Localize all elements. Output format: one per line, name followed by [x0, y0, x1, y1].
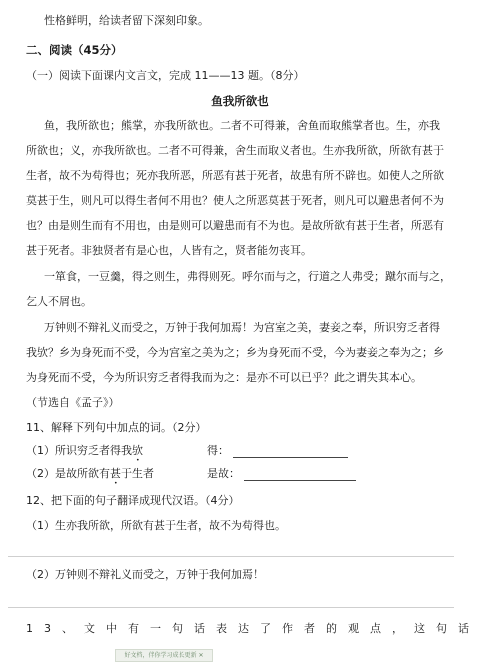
q12-stem: 12、把下面的句子翻译成现代汉语。（4分）: [26, 494, 240, 507]
passage-line: 生者，故不为苟得也；死亦我所恶，所恶有甚于死者，故患有所不辟也。如使人之所欲: [26, 169, 444, 182]
q13-stem: 13、文中有一句话表达了作者的观点，这句话: [26, 622, 480, 635]
answer-line: [8, 556, 454, 557]
passage-line: 我欤？乡为身死而不受，今为宫室之美为之；乡为身死而不受，今为妻妾之奉为之；乡: [26, 346, 444, 359]
q12-item-1: （1）生亦我所欲，所欲有甚于生者，故不为苟得也。: [26, 519, 286, 532]
passage-line: 也？由是则生而有不用也，由是则可以避患而有不为也。是故所欲有甚于生者，所恶有: [26, 219, 444, 232]
source-citation: （节选自《孟子》）: [26, 396, 120, 409]
q12-item-2: （2）万钟则不辩礼义而受之，万钟于我何加焉！: [26, 568, 264, 581]
q11-item-1: [26, 444, 143, 464]
watermark-banner: 好文档，伴你学习成长更新 ✕: [115, 649, 213, 662]
section-heading: 二、阅读（45分）: [26, 43, 123, 57]
q11-item-1-word: 得：: [207, 444, 229, 457]
part-heading: （一）阅读下面课内文言文，完成 11——13 题。（8分）: [26, 69, 305, 82]
q11-item-2-text: （2）是故所欲有: [26, 467, 110, 480]
passage-line: 为身死而不受，今为所识穷乏者得我而为之：是亦不可以已乎？此之谓失其本心。: [26, 371, 422, 384]
q11-item-2-dotted-word: 甚: [110, 467, 121, 480]
top-line: 性格鲜明，给读者留下深刻印象。: [44, 14, 209, 27]
passage-line: 甚于死者。非独贤者有是心也，人皆有之，贤者能勿丧耳。: [26, 244, 312, 257]
q11-stem: 11、解释下列句中加点的词。（2分）: [26, 421, 207, 434]
answer-blank[interactable]: [244, 469, 356, 481]
q11-item-2-text-end: 于生者: [121, 467, 154, 480]
answer-line: [8, 607, 454, 608]
passage-title: 鱼我所欲也: [211, 94, 269, 108]
q11-item-2-answer: [207, 467, 356, 481]
passage-line: 万钟则不辩礼义而受之，万钟于我何加焉！为宫室之美，妻妾之奉，所识穷乏者得: [44, 321, 440, 334]
passage-line: 莫甚于生，则凡可以得生者何不用也？使人之所恶莫甚于死者，则凡可以避患者何不为: [26, 194, 444, 207]
q11-item-1-dotted-word: 欤: [132, 444, 143, 457]
q11-item-2: [26, 467, 154, 487]
passage-line: 所欲也；义，亦我所欲也。二者不可得兼，舍生而取义者也。生亦我所欲，所欲有甚于: [26, 144, 444, 157]
passage-line: 一箪食，一豆羹，得之则生，弗得则死。呼尔而与之，行道之人弗受；蹴尔而与之，: [44, 270, 451, 283]
answer-blank[interactable]: [233, 446, 348, 458]
q11-item-1-answer: [207, 444, 348, 458]
passage-line: 鱼，我所欲也；熊掌，亦我所欲也。二者不可得兼，舍鱼而取熊掌者也。生，亦我: [44, 119, 440, 132]
passage-line: 乞人不屑也。: [26, 295, 92, 308]
q11-item-1-text: （1）所识穷乏者得我: [26, 444, 132, 457]
q11-item-2-word: 是故：: [207, 467, 240, 480]
